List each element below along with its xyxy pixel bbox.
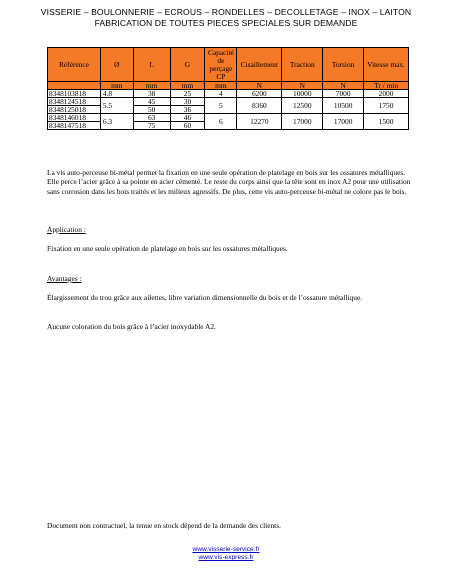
col-header-diameter: Ø xyxy=(100,48,133,82)
unit-cell: mm xyxy=(170,82,205,90)
capacity-cell: 4 xyxy=(205,90,237,98)
reference-cell: 8348103818 xyxy=(48,90,101,98)
traction-cell: 10000 xyxy=(282,90,323,98)
col-header-torsion: Torsion xyxy=(323,48,364,82)
shear-cell: 6200 xyxy=(237,90,282,98)
col-header-reference: Référence xyxy=(48,48,101,82)
unit-cell: mm xyxy=(100,82,133,90)
diameter-cell: 4.8 xyxy=(100,90,133,98)
speed-cell: 1750 xyxy=(364,98,409,114)
length-cell: 45 xyxy=(133,98,170,106)
product-description: La vis auto-perceuse bi-métal permet la fixation en une seule opération de platelage en bois sur les ossatures métalliques. Elle perce l’acier grâce à sa pointe en acier cémenté. Le reste du corps ainsi que la tête sont en inox A2 pour une utilisation sans corrosion dans les bois traités et les milieux agressifs. De plus, cette vis auto-perceuse bi-métal ne colore pas le bois. xyxy=(47,168,411,196)
unit-cell: N xyxy=(237,82,282,90)
torsion-cell: 17000 xyxy=(323,114,364,130)
footer-link-vis-express[interactable]: www.vis-express.fr xyxy=(198,554,254,561)
advantage-item-1: Élargissement du trou grâce aux ailettes, libre variation dimensionnelle du bois et de l’ossature métallique. xyxy=(47,293,363,302)
footer xyxy=(0,546,452,562)
advantage-item-2: Aucune coloration du bois grâce à l’acier inoxydable A2. xyxy=(47,322,216,331)
table-row xyxy=(48,90,409,98)
col-header-length: L xyxy=(133,48,170,82)
g-cell: 60 xyxy=(170,122,205,130)
speed-cell: 1500 xyxy=(364,114,409,130)
table-row xyxy=(48,114,409,122)
disclaimer-text: Document non contractuel, la tenue en stock dépend de la demande des clients. xyxy=(47,521,281,530)
col-header-shear: Cisaillement xyxy=(237,48,282,82)
units-row xyxy=(48,82,409,90)
reference-cell: 8348147518 xyxy=(48,122,101,130)
traction-cell: 17000 xyxy=(282,114,323,130)
application-heading: Application : xyxy=(47,225,86,234)
table-row xyxy=(48,98,409,106)
diameter-cell: 5.5 xyxy=(100,98,133,114)
reference-cell: 8348125018 xyxy=(48,106,101,114)
reference-cell: 8348146018 xyxy=(48,114,101,122)
reference-cell: 8348124518 xyxy=(48,98,101,106)
g-cell: 36 xyxy=(170,106,205,114)
length-cell: 75 xyxy=(133,122,170,130)
traction-cell: 12500 xyxy=(282,98,323,114)
advantages-heading: Avantages : xyxy=(47,274,82,283)
unit-cell: N xyxy=(282,82,323,90)
header-line-1: VISSERIE – BOULONNERIE – ECROUS – RONDELLES – DECOLLETAGE – INOX – LAITON xyxy=(40,7,412,17)
diameter-cell: 6.3 xyxy=(100,114,133,130)
shear-cell: 8360 xyxy=(237,98,282,114)
footer-link-visserie-service[interactable]: www.visserie-service.fr xyxy=(192,546,260,553)
g-cell: 25 xyxy=(170,90,205,98)
header-line-2: FABRICATION DE TOUTES PIECES SPECIALES SUR DEMANDE xyxy=(94,18,358,28)
unit-cell: N xyxy=(323,82,364,90)
capacity-cell: 5 xyxy=(205,98,237,114)
application-text: Fixation en une seule opération de platelage en bois sur les ossatures métalliques. xyxy=(47,244,288,253)
torsion-cell: 7000 xyxy=(323,90,364,98)
col-header-speed: Vitesse max. xyxy=(364,48,409,82)
length-cell: 50 xyxy=(133,106,170,114)
shear-cell: 12270 xyxy=(237,114,282,130)
col-header-traction: Traction xyxy=(282,48,323,82)
col-header-capacity: Capacité de perçage CP xyxy=(205,48,237,82)
table-header-row xyxy=(48,48,409,82)
g-cell: 30 xyxy=(170,98,205,106)
speed-cell: 2000 xyxy=(364,90,409,98)
unit-cell: mm xyxy=(205,82,237,90)
g-cell: 46 xyxy=(170,114,205,122)
unit-cell: mm xyxy=(133,82,170,90)
col-header-g: G xyxy=(170,48,205,82)
torsion-cell: 10500 xyxy=(323,98,364,114)
specification-table xyxy=(47,47,409,130)
page-header xyxy=(0,7,452,29)
length-cell: 38 xyxy=(133,90,170,98)
length-cell: 63 xyxy=(133,114,170,122)
capacity-cell: 6 xyxy=(205,114,237,130)
unit-cell: Tr / min xyxy=(364,82,409,90)
